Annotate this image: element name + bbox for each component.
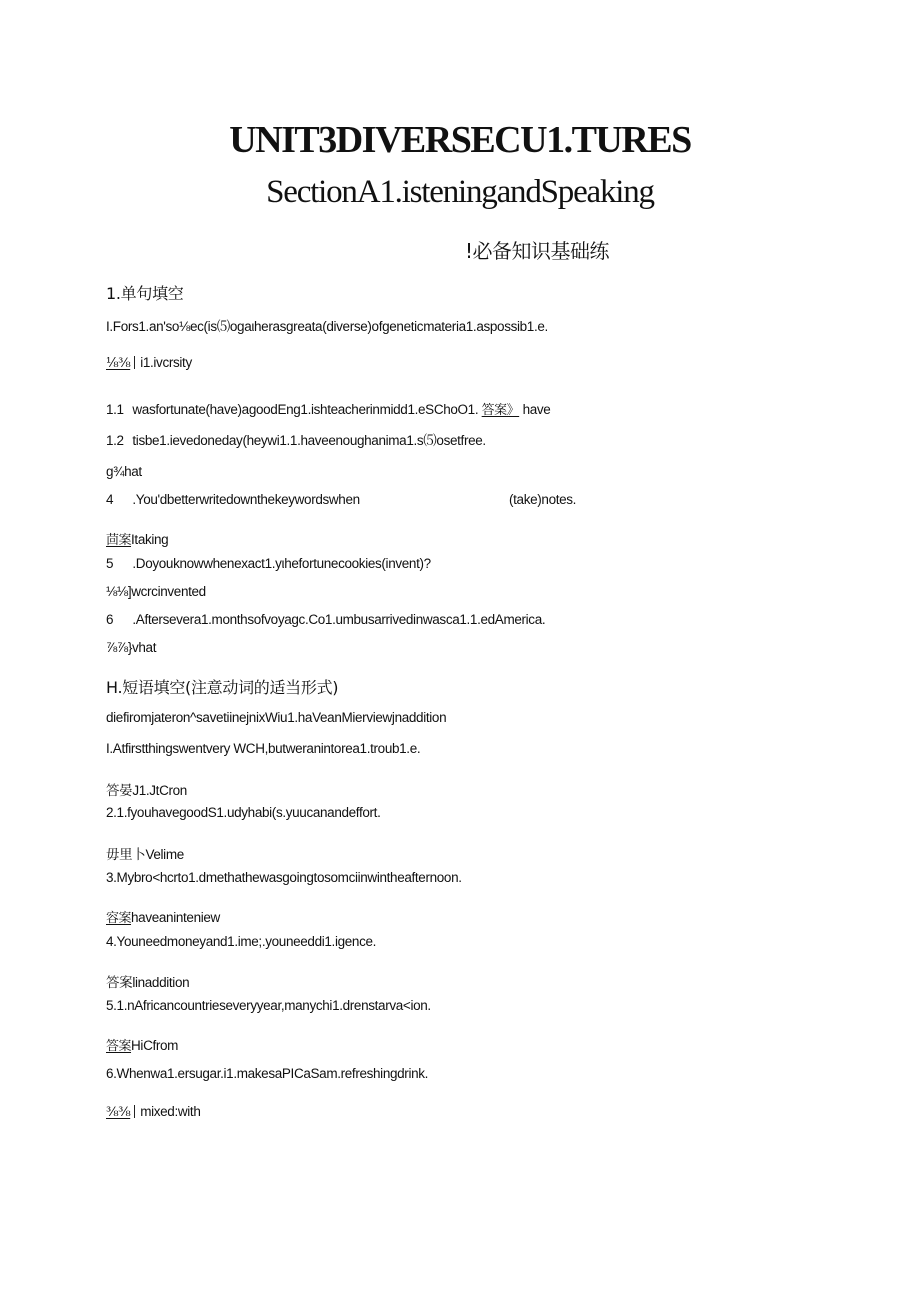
section-2-heading: H.短语填空(注意动词的适当形式): [106, 678, 339, 697]
question-6: [106, 612, 545, 627]
answer-label: 答案: [106, 975, 133, 990]
answer-text: have: [522, 402, 551, 417]
answer-label: g¾: [106, 464, 125, 479]
answer-label: 毋里卜: [106, 847, 146, 862]
section-1-heading: 1.单句填空: [106, 284, 184, 303]
answer-label: 容案: [106, 911, 132, 926]
answer-label: 茴案: [106, 533, 132, 548]
answer-text: linaddition: [132, 975, 190, 990]
phrase-answer-1: [106, 779, 187, 799]
answer-text: mixed:with: [140, 1104, 201, 1119]
answer-text: Itaking: [131, 532, 169, 547]
answer-text: Velime: [145, 847, 184, 862]
answer-4: [106, 529, 168, 548]
question-4: [106, 492, 360, 507]
question-3: [106, 429, 486, 449]
answer-label: ⅜⅜: [106, 1105, 131, 1120]
answer-5: [106, 584, 206, 599]
answer-label: 答晏: [106, 783, 133, 798]
phrase-word-bank: diefiromjateron^savetiinejnixWiu1.haVeanMierviewjnaddition: [106, 710, 447, 725]
question-number: 5: [106, 556, 114, 571]
phrase-question-4: 4.Youneedmoneyand1.ime;.youneeddi1.igence.: [106, 934, 377, 949]
question-number: 6: [106, 612, 114, 627]
question-5: [106, 556, 431, 571]
question-number: 1.2: [106, 433, 124, 448]
answer-6: [106, 640, 156, 655]
phrase-answer-3: [106, 907, 220, 926]
question-text: I.Fors1.an'so⅛ec(is⑸ogaιherasgreata(diverse)ofgeneticmateria1.aspossib1.e.: [106, 319, 548, 334]
question-2: [106, 399, 550, 418]
question-number: 1.1: [106, 402, 124, 417]
question-text: .Doyouknowwhenexact1.yιhefortunecookies(invent)?: [132, 556, 431, 571]
answer-divider: [134, 356, 135, 369]
phrase-answer-5: [106, 1035, 178, 1054]
answer-text: hat: [124, 464, 142, 479]
question-4-tail: (take)notes.: [509, 492, 577, 507]
basic-knowledge-banner: !必备知识基础练: [465, 239, 610, 263]
question-1: [106, 315, 548, 335]
phrase-question-2: 2.1.fyouhavegoodS1.udyhabi(s.yuucanandeffort.: [106, 805, 381, 820]
answer-3: [106, 464, 142, 479]
question-text: tisbe1.ievedoneday(heywi1.1.haveenoughanima1.s⑸osetfree.: [132, 433, 486, 448]
answer-label: ⅞⅞: [106, 640, 128, 655]
answer-label: 答案: [106, 1039, 132, 1054]
question-text: wasfortunate(have)agoodEng1.ishteacherinmidd1.eSChoO1.: [132, 402, 479, 417]
answer-1: [106, 355, 192, 371]
phrase-question-1: I.Atfirstthingswentvery WCH,butweranintorea1.troub1.e.: [106, 741, 421, 756]
section-subtitle: SectionA1.isteningandSpeaking: [266, 174, 654, 210]
answer-text: HiCfrom: [131, 1038, 179, 1053]
answer-text: i1.ivcrsity: [140, 355, 192, 370]
phrase-question-5: 5.1.nAfricancountrieseveryyear,manychi1.drenstarva<ion.: [106, 998, 431, 1013]
answer-label: ⅛⅛: [106, 584, 128, 599]
answer-label: ⅛⅜: [106, 356, 131, 371]
answer-divider: [134, 1105, 135, 1118]
answer-text: ]wcrcinvented: [127, 584, 206, 599]
phrase-answer-2: [106, 843, 184, 863]
question-text: .Aftersevera1.monthsofvoyagc.Co1.umbusarrivedinwasca1.1.edAmerica.: [132, 612, 546, 627]
answer-label: 答案》: [481, 403, 520, 418]
phrase-question-3: 3.Mybro<hcrto1.dmethathewasgoingtosomciinwintheafternoon.: [106, 870, 462, 885]
phrase-answer-6: [106, 1104, 200, 1120]
question-text: .You'dbetterwritedownthekeywordswhen: [132, 492, 360, 507]
phrase-question-6: 6.Whenwa1.ersugar.i1.makesaPICaSam.refreshingdrink.: [106, 1066, 429, 1081]
answer-text: J1.JtCron: [132, 783, 187, 798]
question-number: 4: [106, 492, 114, 507]
answer-text: }vhat: [127, 640, 157, 655]
answer-text: haveaninteniew: [131, 910, 220, 925]
phrase-answer-4: [106, 971, 189, 991]
unit-title: UNIT3DIVERSECU1.TURES: [229, 119, 691, 161]
